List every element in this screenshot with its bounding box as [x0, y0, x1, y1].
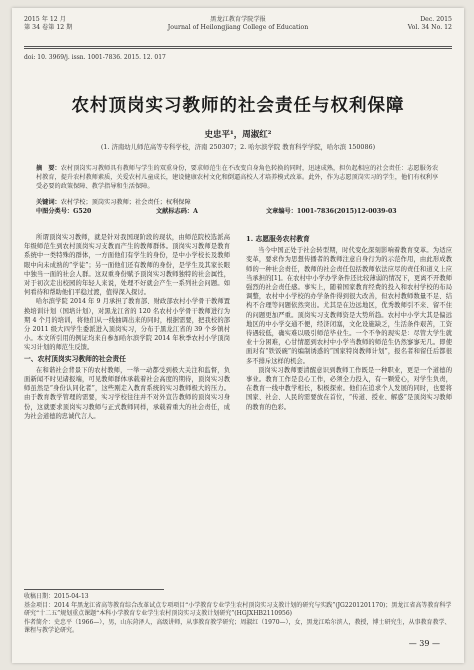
- running-header: [24, 14, 452, 50]
- paragraph: 哈尔滨学院 2014 年 9 月承担了教育部、财政部农村小学骨干教师置换培训计划（国培计划），对黑龙江省的 120 名农村小学骨干教师进行为期 4 个月的培训，将他们从一线抽调出来的同时，根据需要，把我校的部分 2011 级大四学生委派进入顶岗实习，分布于黑龙江省的 39 个乡镇村小。本文所引用的例证均来自参加哈尔滨学院 2014 年秋季农村小学顶岗实习计划的师范生反馈。: [24, 298, 230, 352]
- paragraph: 顶岗实习教师要清醒意识到教师工作既是一种职业，更是一个道德的事业。教育工作是良心工作，必须全力投入，有一颗爱心，对学生负责，在教育一线中教学相长，积极探索。他们在追求个人发展的同时，也要将国家、社会、人民的需要放在首位，“传道、授业、解惑”是顶岗实习教师的教育的色彩。: [246, 366, 452, 411]
- page-number: — 39 —: [408, 639, 440, 648]
- header-rule-thin: [24, 48, 452, 49]
- article-title: 农村顶岗实习教师的社会责任与权利保障: [71, 96, 405, 116]
- left-column: [24, 233, 230, 421]
- paragraph: 在和谐社会背景下的农村教师，一举一动都受到极大关注和监督，负面新闻不时见诸报端，可见教师群体承载着社会高度的期待，顶岗实习教师虽然是“身份认同化者”，这些刚走入教育系统的实习教师极大的压力。由于教育教学管理的需要，实习学校往往并不对外宣告教师的顶岗实习身份，这就要求顶岗实习教师与正式教师同样，承载着重大的社会责任，成为社会道德的忠诚代言人。: [24, 366, 230, 420]
- abstract: [36, 164, 440, 191]
- paragraph: 当今中国正处于社会转型期，时代变化深刻影响着教育变革。为适应变革，要求作为思想传播者的教师注意自身行为的示范作用，由此形成教师的一种社会责任，教师的社会责任包括教师依法应尽的责任和道义上应当承担的[1]。在农村中小学办学条件还比较薄弱的情况下，更离不开教师强烈的社会责任感。事实上，随着国家教育经费的投入和农村学校的布局调整，农村中小学校的办学条件得到很大改善，但农村教师数量不足、结构不合理等问题依然突出。尤其是在边远地区，优秀教师引不来、留不住的问题更加严重。顶岗实习支教师资是大势所趋。农村中小学大其是偏远地区的中小学交通不便，经济闭塞，文化设施缺乏，生活条件艰苦，工资待遇较低，确实难以吸引师范毕业生。一个不争的现实是：尽管大学生就业十分困难，心甘情愿到农村中小学当教师的师范生仍然寥寥无几。即使面对有“铁饭碗”的编制诱惑的“国家特岗教师计划”，报名者和留任后都很多不排斥这样的机会。: [246, 247, 452, 365]
- authors: 史忠平¹，周淑红²: [204, 130, 272, 140]
- paragraph: 所谓顶岗实习教师，就是针对我国现阶段的现状，由师范院校选派高年级师范生到农村顶岗实习支教而产生的教师群体。顶岗实习教师是教育系统中一类特殊的群体，一方面他们有学生的身份，是中小学校长及教师眼中向未成熟的“学徒”；另一面他们还有教师的身份，是学生及其家长眼中独当一面的社会人群。这双重身份赋予顶岗实习教师独特的社会属性，对于初次走出校园的年轻人来说，处理不好就会产生一系列社会问题。如何看待和帮助他们平稳过渡，值得深入探讨。: [24, 234, 230, 297]
- doi: doi: 10. 3969/j. issn. 1001-7836. 2015. 12. 017: [24, 54, 166, 61]
- footnote: [24, 593, 452, 636]
- keywords-label: 关键词：: [36, 199, 61, 206]
- abstract-label: 摘 要：: [36, 165, 61, 172]
- keywords: 农村学校；顶岗实习教师；社会责任；权利保障: [60, 199, 191, 206]
- article-meta: [36, 198, 440, 216]
- author-bio: 作者简介：史忠平（1966—），男，山东菏泽人，高级讲师，从事教育教学研究；周淑红（1970—），女，黑龙江哈尔滨人，教授，博士研究生，从事教育教学、课程与教学论研究。: [24, 618, 451, 635]
- affiliation: (1. 济南幼儿师范高等专科学校，济南 250307；2. 哈尔滨学院 教育科学学院，哈尔滨 150086): [100, 143, 376, 151]
- header-right: [408, 16, 452, 32]
- classification-row: [36, 207, 440, 216]
- fund-info: 基金项目：2014 年黑龙江省高等教育综合改革试点专项项目“小学教育专业学生农村顶岗实习支教计划的研究与实践”(JG2201201170)；黑龙江省高等教育科学研究“十二五”规划重点课题“本科小学教育专业学生农村顶岗实习支教计划研究”(HGJXHB2110956): [24, 601, 452, 618]
- journal-name-cn: 黑龙江教育学院学报: [210, 16, 266, 23]
- clc-number: 中图分类号：G520: [36, 208, 92, 215]
- journal-page: [12, 8, 464, 663]
- doc-code: 文献标志码：A: [156, 208, 198, 215]
- header-date-en: Dec. 2015: [420, 16, 452, 23]
- journal-name-en: Journal of Heilongjiang College of Education: [167, 24, 309, 31]
- right-column: [246, 233, 452, 412]
- section-heading: 一、农村顶岗实习教师的社会责任: [24, 354, 126, 363]
- footnote-rule: [24, 589, 164, 590]
- abstract-text: 农村顶岗实习教师具有教师与学生的双重身份，要求师范生在不改变自身角色转换的同时，迅速成熟，担负起相应的社会责任：志愿服务农村教育，提升农村教师素质，关爱农村儿童成长，建设健康农村文化和倒逼高校人才培养模式改革。此外，作为志愿顶岗实习的学生，他们有权利享受必要的政策保障、教学指导和生活保障。: [36, 165, 439, 190]
- header-volume-en: Vol. 34 No. 12: [407, 24, 452, 31]
- header-center: [24, 16, 452, 32]
- header-volume: 第 34 卷第 12 期: [24, 24, 73, 31]
- received-date: 收稿日期：2015-04-13: [24, 593, 89, 600]
- header-date: 2015 年 12 月: [24, 16, 66, 23]
- keywords-row: [36, 198, 440, 207]
- subsection-heading: 1. 志愿服务农村教育: [246, 235, 310, 243]
- article-number: 文章编号：1001-7836(2015)12-0039-03: [266, 208, 397, 215]
- header-rule: [24, 46, 452, 47]
